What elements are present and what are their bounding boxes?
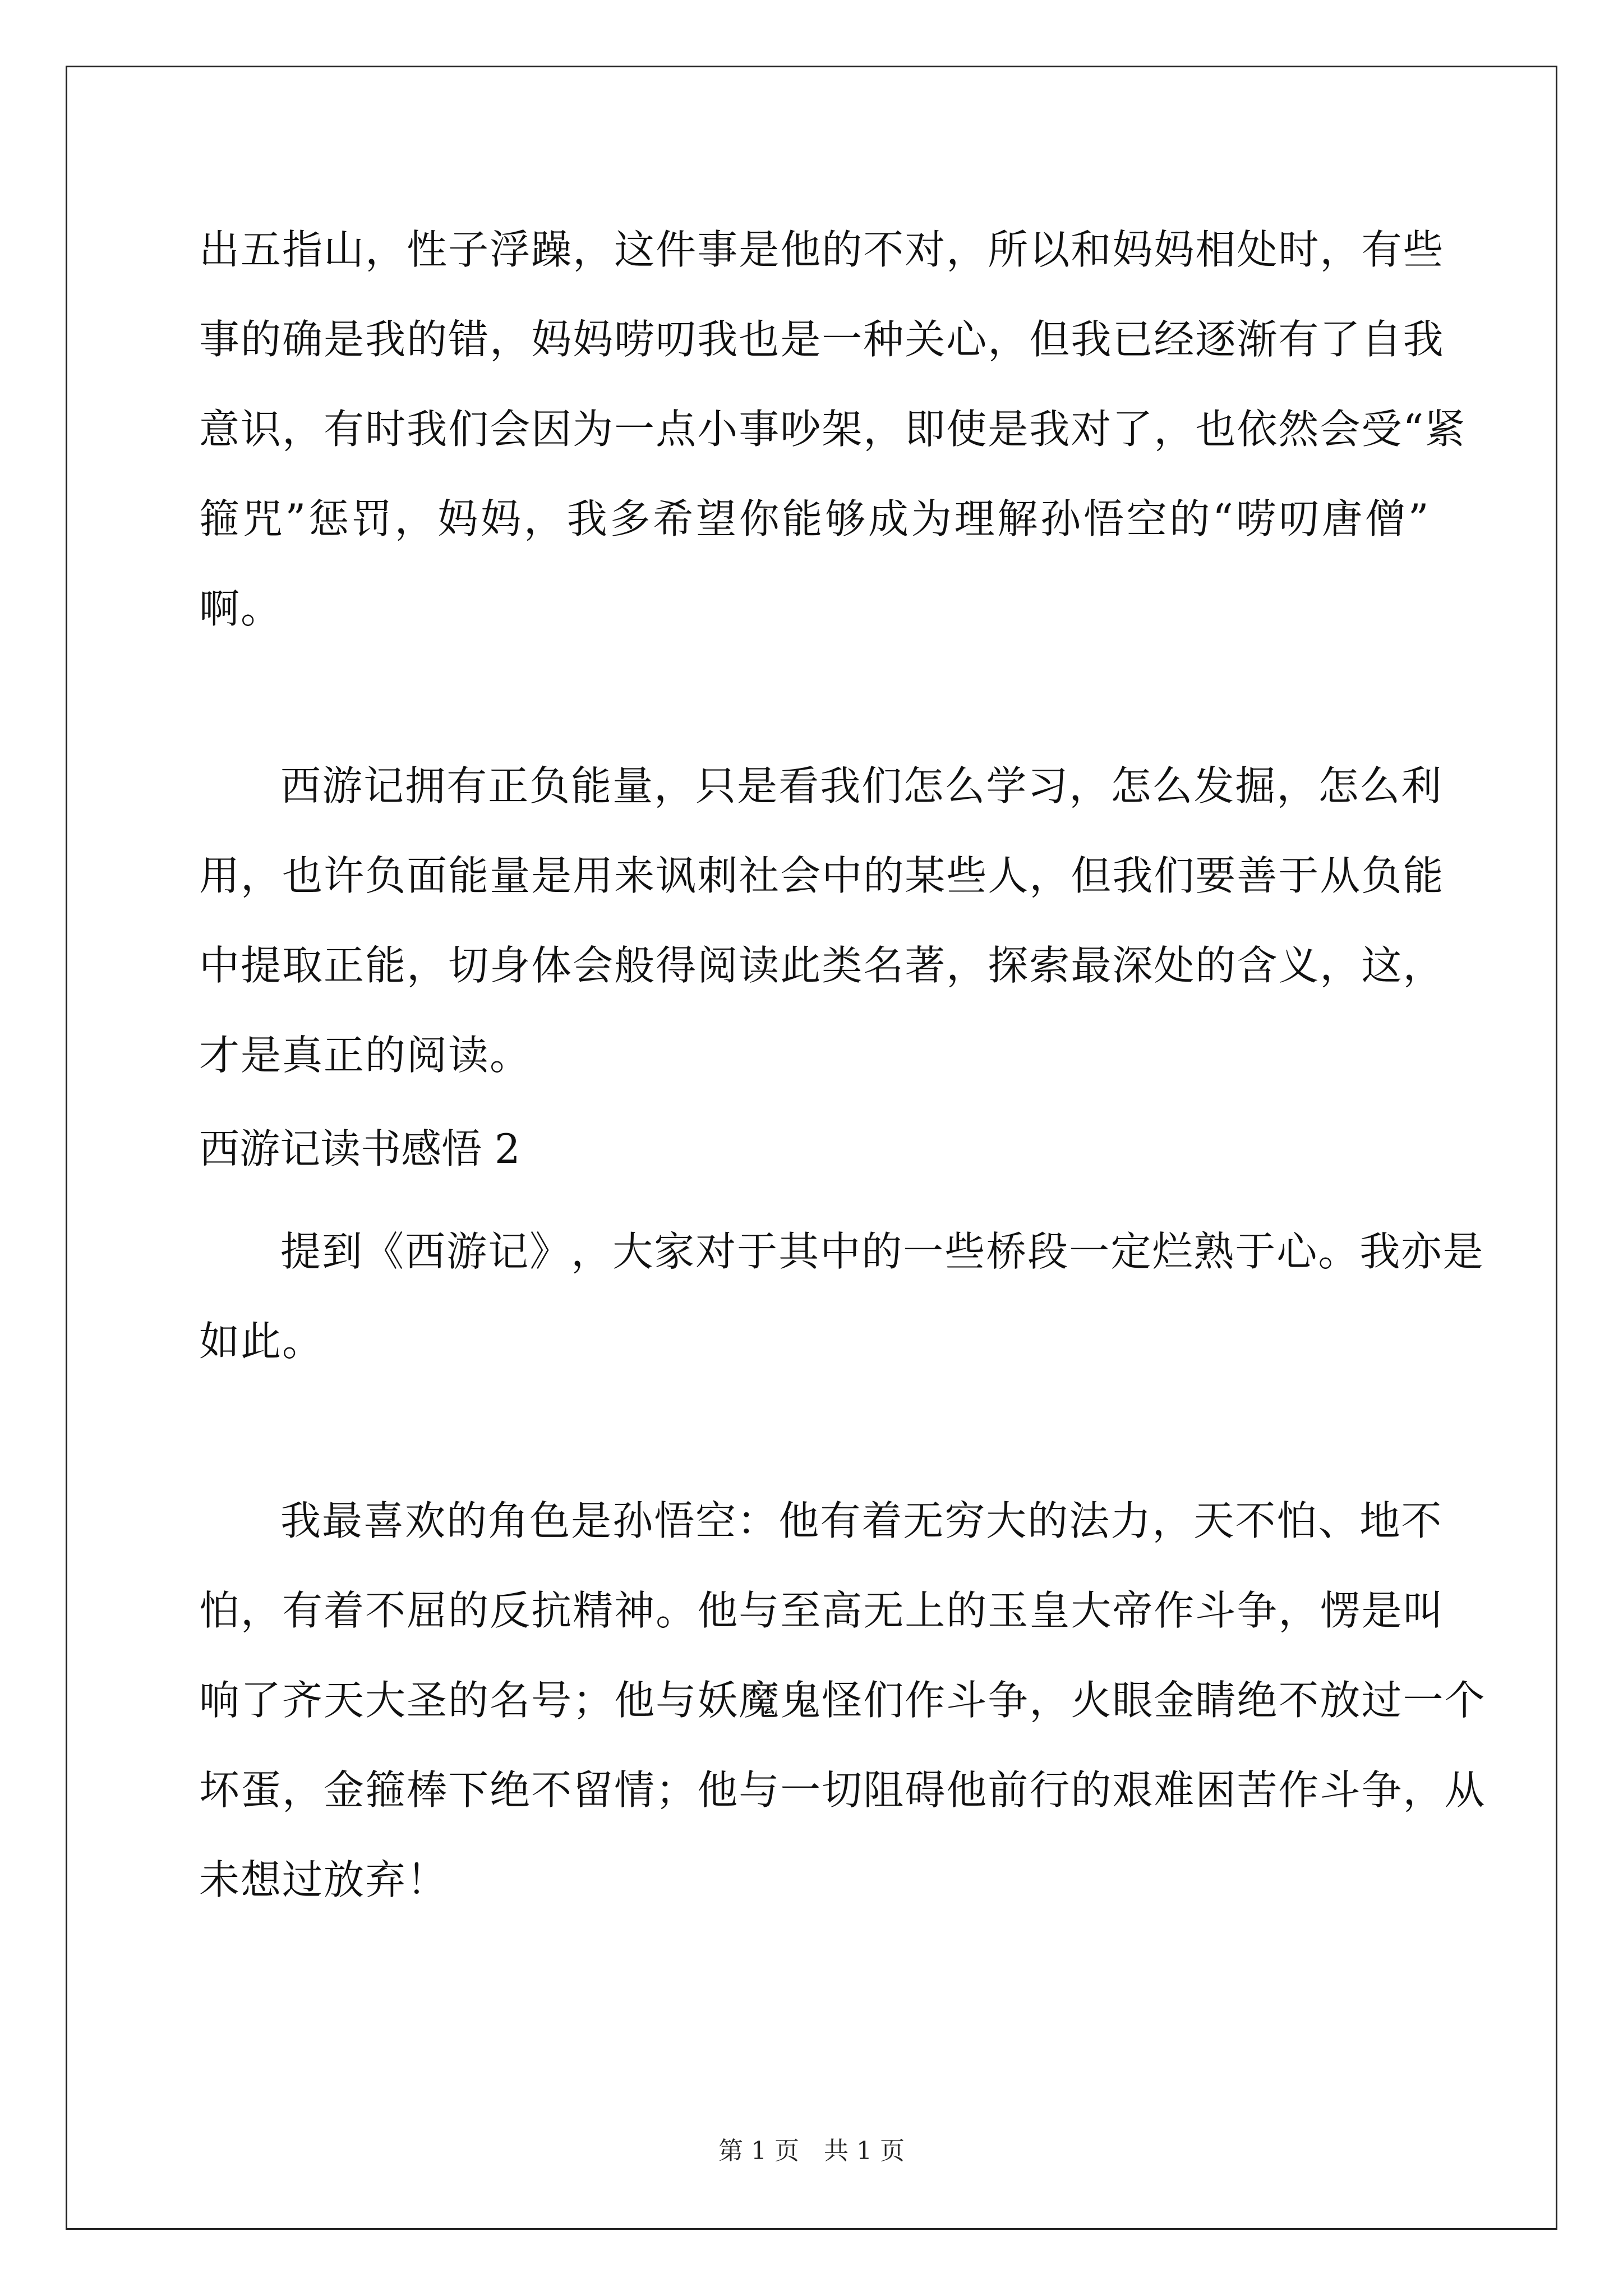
paragraph-line: 未想过放弃！ [199, 1856, 449, 1903]
section-title: 西游记读书感悟 2 [199, 1125, 520, 1172]
paragraph-line: 响 了 齐 天 大 圣 的 名 号 ； 他 与 妖 魔 鬼 怪 们 作 斗 争 ， 火 眼 金 睛 绝 不 放 过 一 个 [199, 1677, 1486, 1724]
paragraph-line: 中 提 取 正 能 ， 切 身 体 会 般 得 阅 读 此 类 名 著 ， 探 索 最 深 处 的 含 义 ， 这 ， [199, 942, 1445, 989]
paragraph-line: 我 最 喜 欢 的 角 色 是 孙 悟 空 ： 他 有 着 无 穷 大 的 法 力 ， 天 不 怕 、 地 不 [280, 1497, 1443, 1544]
paragraph-line: 提 到 《 西 游 记 》 ， 大 家 对 于 其 中 的 一 些 桥 段 一 定 烂 熟 于 心 。 我 亦 是 [280, 1228, 1484, 1275]
paragraph-line: 才是真正的阅读。 [199, 1032, 532, 1079]
paragraph-line: 箍 咒 ” 惩 罚 ， 妈 妈 ， 我 多 希 望 你 能 够 成 为 理 解 孙 悟 空 的 “ 唠 叨 唐 僧 ” [199, 495, 1430, 542]
paragraph-line: 啊。 [199, 585, 283, 632]
paragraph-line: 意 识 ， 有 时 我 们 会 因 为 一 点 小 事 吵 架 ， 即 使 是 我 对 了 ， 也 依 然 会 受 “ 紧 [199, 406, 1467, 453]
paragraph-line: 事 的 确 是 我 的 错 ， 妈 妈 唠 叨 我 也 是 一 种 关 心 ， 但 我 已 经 逐 渐 有 了 自 我 [199, 316, 1445, 363]
paragraph-line: 用 ， 也 许 负 面 能 量 是 用 来 讽 刺 社 会 中 的 某 些 人 ， 但 我 们 要 善 于 从 负 能 [199, 852, 1445, 899]
paragraph-line: 怕 ， 有 着 不 屈 的 反 抗 精 神 。 他 与 至 高 无 上 的 玉 皇 大 帝 作 斗 争 ， 愣 是 叫 [199, 1587, 1445, 1634]
page-footer: 第 1 页 共 1 页 [718, 2137, 905, 2165]
paragraph-line: 出 五 指 山 ， 性 子 浮 躁 ， 这 件 事 是 他 的 不 对 ， 所 以 和 妈 妈 相 处 时 ， 有 些 [199, 226, 1445, 273]
paragraph-line: 坏 蛋 ， 金 箍 棒 下 绝 不 留 情 ； 他 与 一 切 阻 碍 他 前 行 的 艰 难 困 苦 作 斗 争 ， 从 [199, 1766, 1486, 1814]
paragraph-line: 西 游 记 拥 有 正 负 能 量 ， 只 是 看 我 们 怎 么 学 习 ， 怎 么 发 掘 ， 怎 么 利 [280, 762, 1443, 809]
paragraph-line: 如此。 [199, 1318, 324, 1365]
